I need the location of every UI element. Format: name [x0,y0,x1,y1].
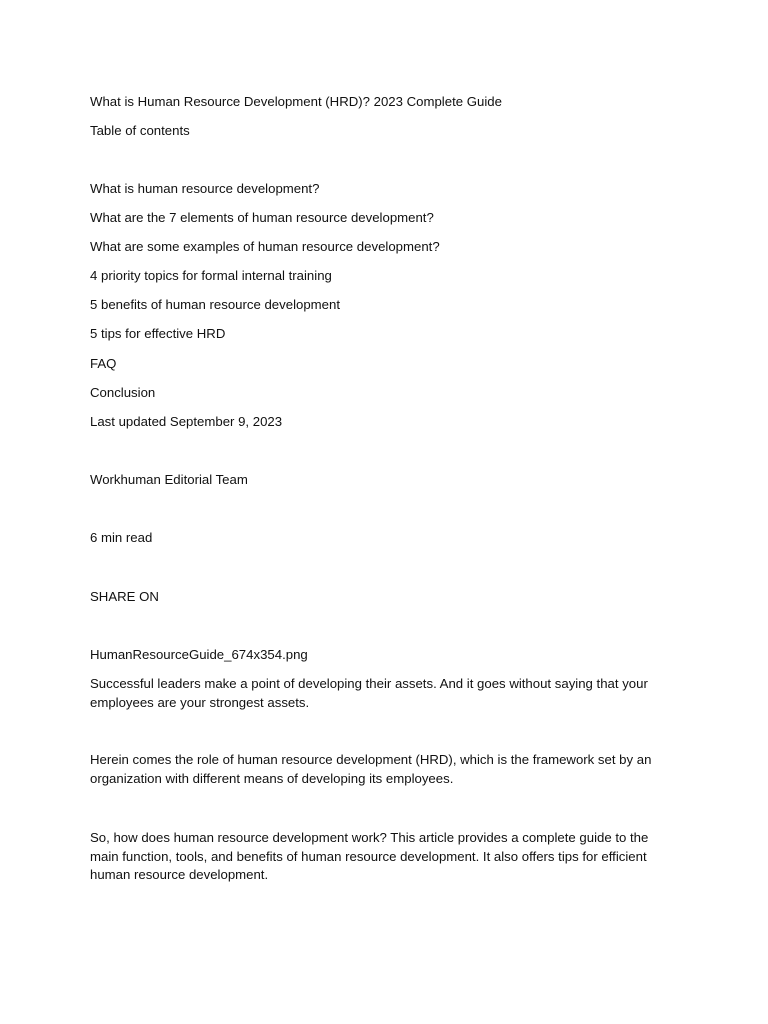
paragraph: Successful leaders make a point of developing their assets. And it goes without saying that your employees are your strongest assets. [90,676,648,710]
share-label: SHARE ON [90,589,159,604]
last-updated: Last updated September 9, 2023 [90,414,283,429]
toc-item: What are some examples of human resource development? [90,239,440,254]
toc-item: 4 priority topics for formal internal training [90,268,332,283]
toc-item: 5 tips for effective HRD [90,326,226,341]
toc-item: What is human resource development? [90,181,320,196]
toc-heading: Table of contents [90,123,190,138]
paragraph: Herein comes the role of human resource development (HRD), which is the framework set by an organization with different means of developing its employees. [90,752,652,786]
author-name: Workhuman Editorial Team [90,472,248,487]
document-title: What is Human Resource Development (HRD)? 2023 Complete Guide [90,94,502,109]
toc-item: Conclusion [90,385,156,400]
toc-item: What are the 7 elements of human resource development? [90,210,434,225]
read-time: 6 min read [90,530,153,545]
toc-item: FAQ [90,356,117,371]
toc-item: 5 benefits of human resource development [90,297,340,312]
paragraph: So, how does human resource development work? This article provides a complete guide to the main function, tools, and benefits of human resource development. It also offers tips for efficient human resource development. [90,830,649,882]
image-filename: HumanResourceGuide_674x354.png [90,647,308,662]
